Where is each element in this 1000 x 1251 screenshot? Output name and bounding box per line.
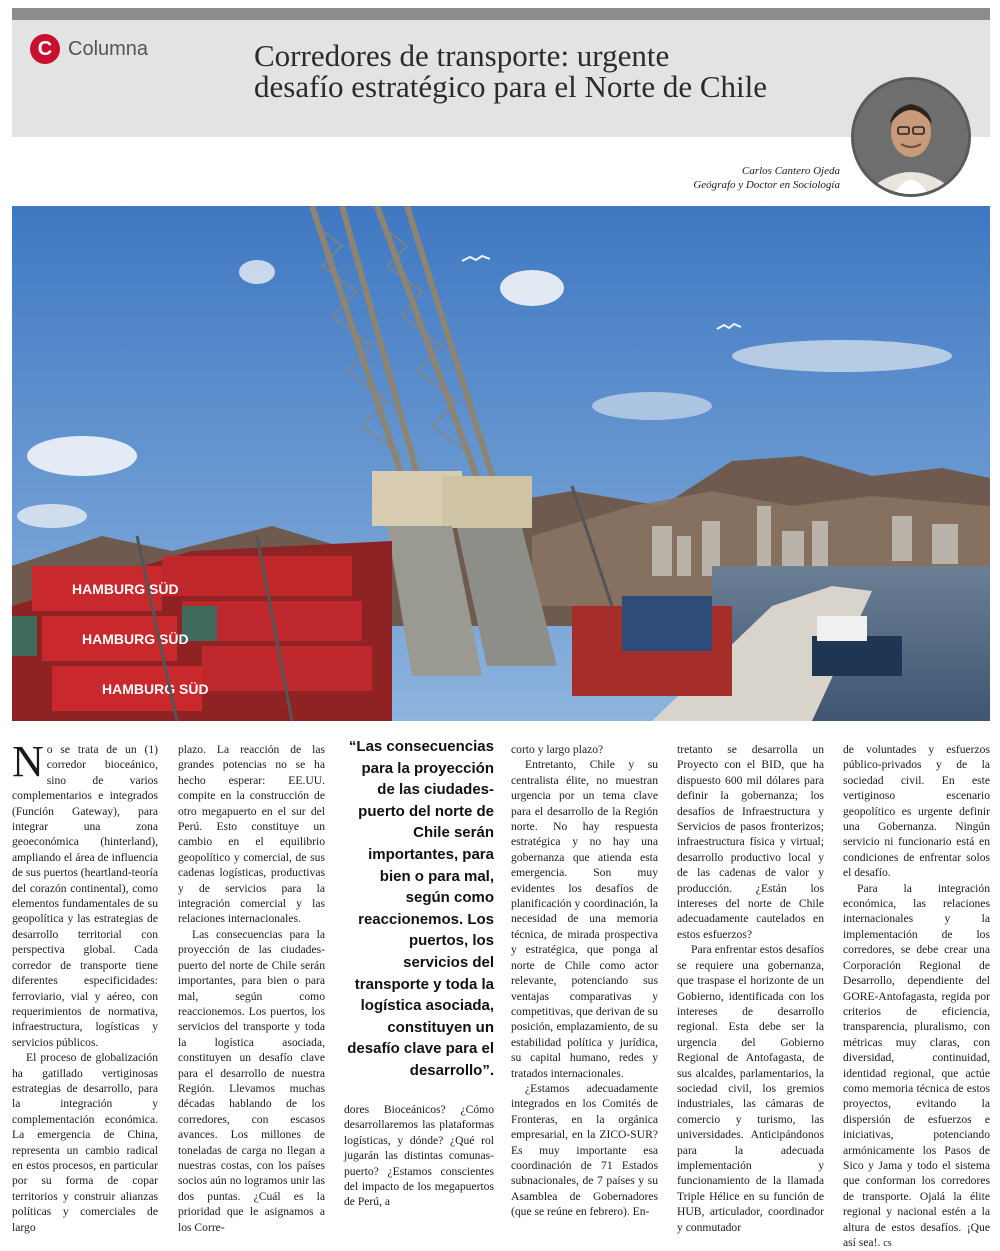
- port-photo: [12, 206, 990, 721]
- container-label: HAMBURG SÜD: [82, 631, 189, 647]
- text-column-3: [344, 1102, 494, 1210]
- paragraph: Entretanto, Chile y su centralista élite, no muestran urgencia por un tema clave para el desarrollo de la Región norte. No hay respuesta estratégica y no hay una gobernanza que atienda esta emergencia. Son muy evidentes los desafíos de planificación y coordinación, la necesidad de una memoria técnica, de mirada prospectiva y estratégica, que ponga al norte de Chile como actor relevante, potenciando sus ventajas comparativas y competitivas, que derivan de su posición, emplazamiento, de su estabilidad política y jurídica, su capital humano, redes y tratados internacionales.: [511, 758, 658, 1080]
- text-column-1: [12, 737, 158, 1235]
- columna-logo-icon: C: [30, 34, 60, 64]
- title-line-2: desafío estratégico para el Norte de Chile: [254, 69, 767, 104]
- text-column-5: [677, 742, 824, 1235]
- paragraph: dores Bioceánicos? ¿Cómo desarrollaremos las plataformas logísticas, y dónde? ¿Qué rol jugarán las distintas comunas-puerto? ¿Estamos conscientes del impacto de los megapuertos de Perú, a: [344, 1103, 494, 1209]
- drop-cap: N: [12, 737, 44, 786]
- article-title: [254, 40, 834, 102]
- paragraph: Las consecuencias para la proyección de las ciudades-puerto del norte de Chile serán importantes, para bien o para mal, según como reaccionemos. Los puertos, los servicios del transporte y toda la logística asociada, constituyen un desafío clave para el desarrollo de nuestra Región. Llevamos muchas décadas hablando de los corredores, con escasos avances. Los millones de toneladas de carga no llegan a nuestras costas, con los países socios aún no logramos unir las dos puntas. ¿Cuál es la prioridad que le asignamos a los Corre-: [178, 927, 325, 1234]
- paragraph: corto y largo plazo?: [511, 743, 604, 756]
- paragraph: El proceso de globalización ha gatillado vertiginosas estrategias de desarrollo, para la integración y complementación económica. La emergencia de China, representa un cambio radical en estos procesos, en particular por su forma de copar territorios y construir alianzas políticas y comerciales de largo: [12, 1051, 158, 1234]
- text-column-4: [511, 742, 658, 1220]
- paragraph: plazo. La reacción de las grandes potencias no se ha hecho esperar: EE.UU. compite en la construcción de otro megapuerto en el sur del Perú. Esto constituye un cambio en el equilibrio geopolítico y comercial, de sus cadenas logísticas, productivas y de servicios para la integración comercial y las relaciones internacionales.: [178, 743, 325, 926]
- author-portrait: [851, 77, 971, 197]
- paragraph: tretanto se desarrolla un Proyecto con el BID, que ha dispuesto 600 mil dólares para definir la gobernanza; los desafíos de Infraestructura y Servicios de pasos fronterizos; infraestructura física y virtual; desarrollo productivo local y de las cadenas de valor y producción. ¿Están los intereses del norte de Chile adecuadamente cautelados en estos esfuerzos?: [677, 743, 824, 941]
- author-role: Geógrafo y Doctor en Sociología: [693, 179, 840, 191]
- container-label: HAMBURG SÜD: [102, 681, 209, 697]
- paragraph: Para la integración económica, las relaciones internacionales y la implementación de los corredores, se debe crear una Corporación Regional de Desarrollo, dependiente del GORE-Antofagasta, regida por criterios de eficiencia, transparencia, pluralismo, con métricas muy claras, con diversidad, continuidad, identidad regional, que actúe como memoria técnica de estos proyectos, evitando la dispersión de esfuerzos e iniciativas, potenciando armónicamente los Pasos de Sico y Jama y todo el sistema que conforman los corredores de transporte. Ojalá la élite regional y nacional estén a la altura de estos desafíos. ¡Que así sea!.: [843, 881, 990, 1249]
- paragraph: de voluntades y esfuerzos público-privados y de la sociedad civil. En este vertiginoso escenario geopolítico es urgente definir una Gobernanza. Ningún servicio ni funcionario está en condiciones de enfrentar solos el desafío.: [843, 743, 990, 880]
- column-header: [12, 20, 990, 137]
- pull-quote: “Las consecuencias para la proyección de las ciudades-puerto del norte de Chile serán importantes, para bien o para mal, según como reaccionemos. Los puertos, los servicios del transporte y toda la logística asociada, constituyen un desafío clave para el desarrollo”.: [347, 738, 494, 1079]
- paragraph: Para enfrentar estos desafíos se requiere una gobernanza, que traspase el horizonte de un Gobierno, identificada con los intereses de desarrollo regional. Esta debe ser la urgencia del Gobierno Regional de Antofagasta, de sus alcaldes, parlamentarios, la sociedad civil, los gremios industriales, las cámaras de comercio y turismo, las universidades. Anticipándonos para la adecuada implementación y funcionamiento de la llamada Triple Hélice en su función de HUB, articulador, coordinador y conmutador: [677, 943, 824, 1234]
- top-rule: [12, 8, 990, 20]
- section-label: Columna: [68, 38, 149, 60]
- text-column-2: [178, 742, 325, 1235]
- end-mark-icon: cs: [883, 1238, 892, 1249]
- author-byline: [693, 164, 840, 192]
- title-line-1: Corredores de transporte: urgente: [254, 38, 670, 73]
- paragraph: o se trata de un (1) corredor bioceánico, sino de varios complementarios e integrados (Función Gateway), para integrar una zona geoeconómica (hinterland), ampliando el área de influencia de sus puertos (heartland-teoría del corazón continental), como elementos fundamentales de su geopolítica y las estrategias de desarrollo territorial con perspectiva global. Cada corredor de transporte tiene diferentes especificidades: ferroviario, vial y aéreo, con requerimientos de normativa, infraestructura, logísticas y servicios públicos.: [12, 743, 158, 1049]
- paragraph: ¿Estamos adecuadamente integrados en los Comités de Fronteras, en la orgánica empresarial, en la ZICO-SUR? Es muy importante esa coordinación de 71 Estados subnacionales, de 7 países y su Asamblea de Gobernadores (que se reúne en febrero). En-: [511, 1081, 658, 1219]
- text-column-6: [843, 742, 990, 1251]
- container-label: HAMBURG SÜD: [72, 581, 179, 597]
- author-name: Carlos Cantero Ojeda: [742, 165, 840, 177]
